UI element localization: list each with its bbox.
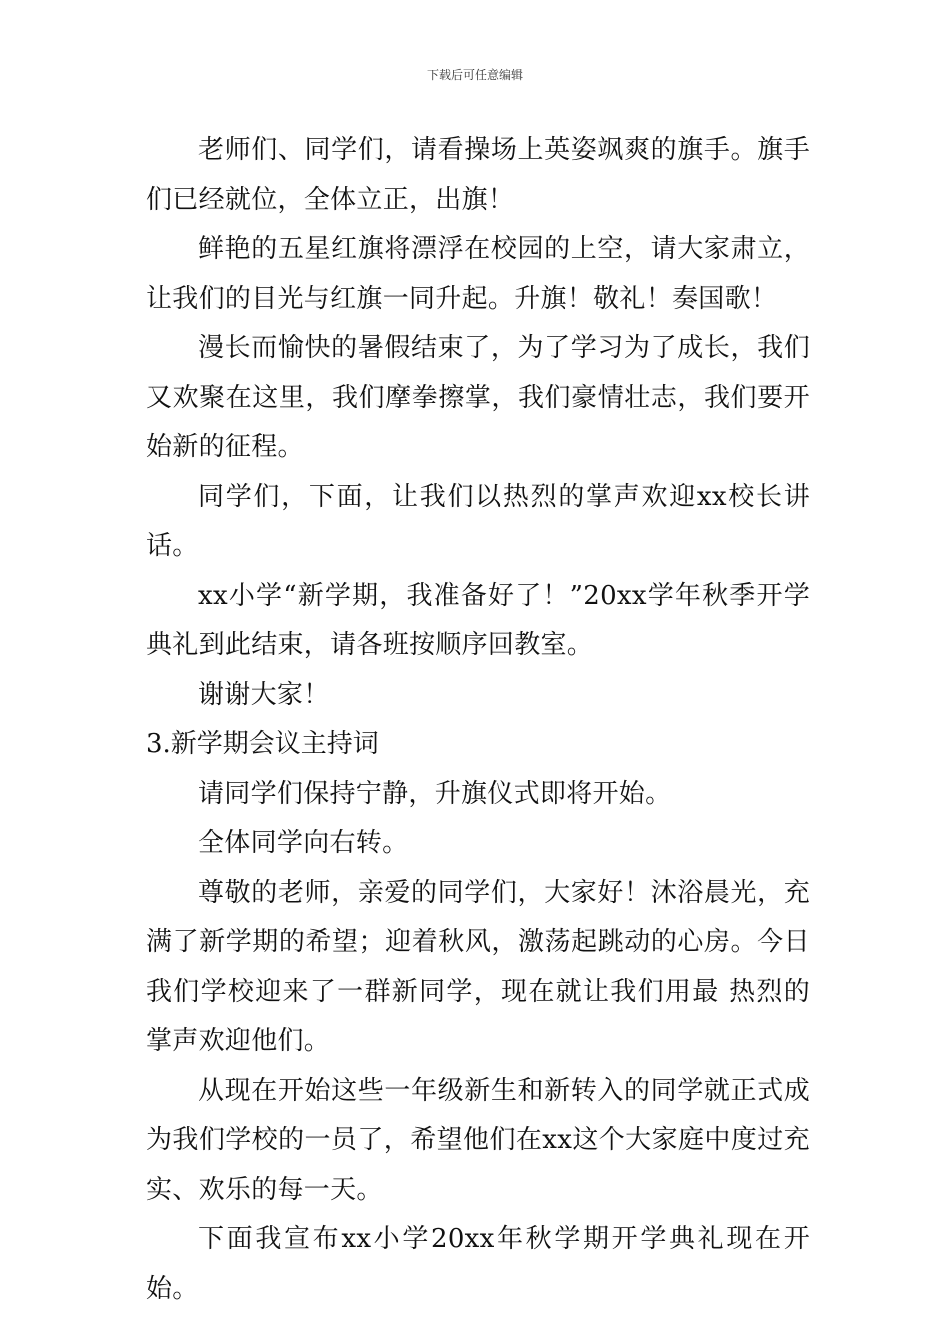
paragraph-summer-end: 漫长而愉快的暑假结束了，为了学习为了成长，我们又欢聚在这里，我们摩拳擦掌，我们豪情壮志，我们要开始新的征程。	[146, 333, 810, 462]
paragraph-thanks: 谢谢大家！	[198, 679, 330, 710]
paragraph-ceremony-end: xx小学“新学期，我准备好了！”20xx学年秋季开学典礼到此结束，请各班按顺序回教室。	[146, 580, 810, 660]
paragraph-new-students: 从现在开始这些一年级新生和新转入的同学就正式成为我们学校的一员了，希望他们在xx这个大家庭中度过充实、欢乐的每一天。	[146, 1075, 810, 1205]
paragraph-principal-speech: 同学们，下面，让我们以热烈的掌声欢迎xx校长讲话。	[146, 481, 810, 561]
paragraph-flag-bearers: 老师们、同学们，请看操场上英姿飒爽的旗手。旗手们已经就位，全体立正，出旗！	[146, 135, 810, 215]
document-body	[146, 126, 810, 1314]
paragraph-turn-right: 全体同学向右转。	[198, 828, 409, 858]
paragraph-greeting: 尊敬的老师，亲爱的同学们，大家好！沐浴晨光，充满了新学期的希望；迎着秋风，激荡起跳动的心房。今日我们学校迎来了一群新同学，现在就让我们用最 热烈的掌声欢迎他们。	[146, 877, 810, 1056]
section-heading: 3.新学期会议主持词	[146, 729, 379, 759]
page-header-watermark: 下载后可任意编辑	[426, 68, 523, 82]
paragraph-announcement: 下面我宣布xx小学20xx年秋学期开学典礼现在开始。	[146, 1224, 810, 1304]
paragraph-flag-raising: 鲜艳的五星红旗将漂浮在校园的上空，请大家肃立，让我们的目光与红旗一同升起。升旗！敬礼！奏国歌！	[146, 234, 810, 314]
paragraph-keep-quiet: 请同学们保持宁静，升旗仪式即将开始。	[198, 778, 672, 809]
